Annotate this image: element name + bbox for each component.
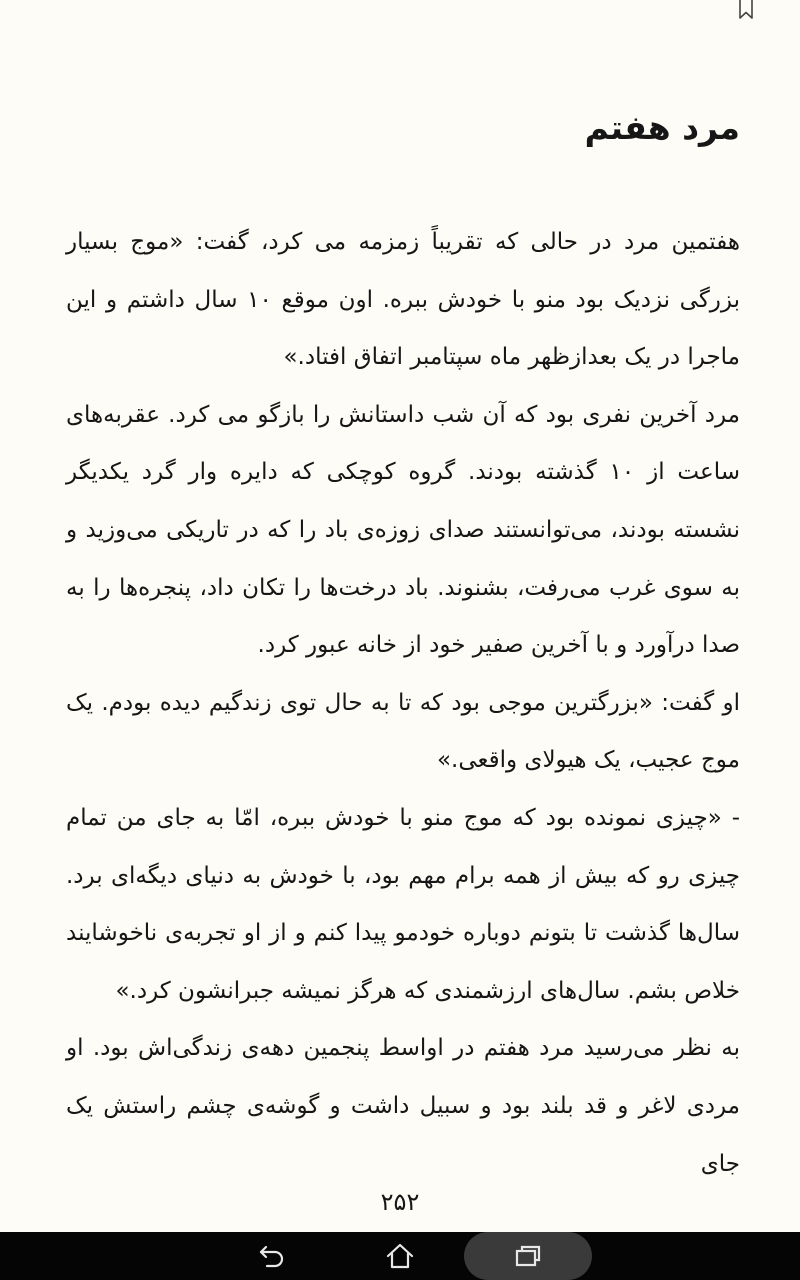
paragraph: به نظر می‌رسید مرد هفتم در اواسط پنجمین دهه‌ی زندگی‌اش بود. او مردی لاغر و قد بلند بود و سبیل داشت و گوشه‌ی چشم راستش یک جای xyxy=(66,1035,740,1177)
page-number: ۲۵۲ xyxy=(380,1188,420,1216)
bookmark-icon[interactable] xyxy=(738,0,754,20)
home-icon xyxy=(385,1242,415,1270)
paragraph: - «چیزی نمونده بود که موج منو با خودش ببره، امّا به جای من تمام چیزی رو که بیش از همه برام مهم بود، با خودش به دنیای دیگه‌ای برد. سال‌ها گذشت تا بتونم دوباره خودمو پیدا کنم و از او تجربه‌ی ناخوشایند خلاص بشم. سال‌های ارزشمندی که هرگز نمیشه جبرانشون کرد.» xyxy=(66,804,740,1004)
recent-apps-button[interactable] xyxy=(464,1232,592,1280)
page-text xyxy=(66,214,740,1193)
paragraph: مرد آخرین نفری بود که آن شب داستانش را بازگو می کرد. عقربه‌های ساعت از ۱۰ گذشته بودند. گروه کوچکی که دایره وار گرد یکدیگر نشسته بودند، می‌توانستند صدای زوزه‌ی باد را که در تاریکی می‌وزید و به سوی غرب می‌رفت، بشنوند. باد درخت‌ها را تکان داد، پنجره‌ها را به صدا درآورد و با آخرین صفیر خود از خانه عبور کرد. xyxy=(66,401,741,659)
paragraph: هفتمین مرد در حالی که تقریباً زمزمه می کرد، گفت: «موج بسیار بزرگی نزدیک بود منو با خودش ببره. اون موقع ۱۰ سال داشتم و این ماجرا در یک بعدازظهر ماه سپتامبر اتفاق افتاد.» xyxy=(66,229,740,371)
back-button[interactable] xyxy=(242,1232,302,1280)
recent-apps-icon xyxy=(513,1243,543,1269)
paragraph: او گفت: «بزرگترین موجی بود که تا به حال توی زندگیم دیده بودم. یک موج عجیب، یک هیولای واقعی.» xyxy=(66,689,740,774)
back-arrow-icon xyxy=(257,1243,287,1269)
home-button[interactable] xyxy=(370,1232,430,1280)
navigation-bar xyxy=(0,1232,800,1280)
chapter-title: مرد هفتم xyxy=(584,108,740,147)
